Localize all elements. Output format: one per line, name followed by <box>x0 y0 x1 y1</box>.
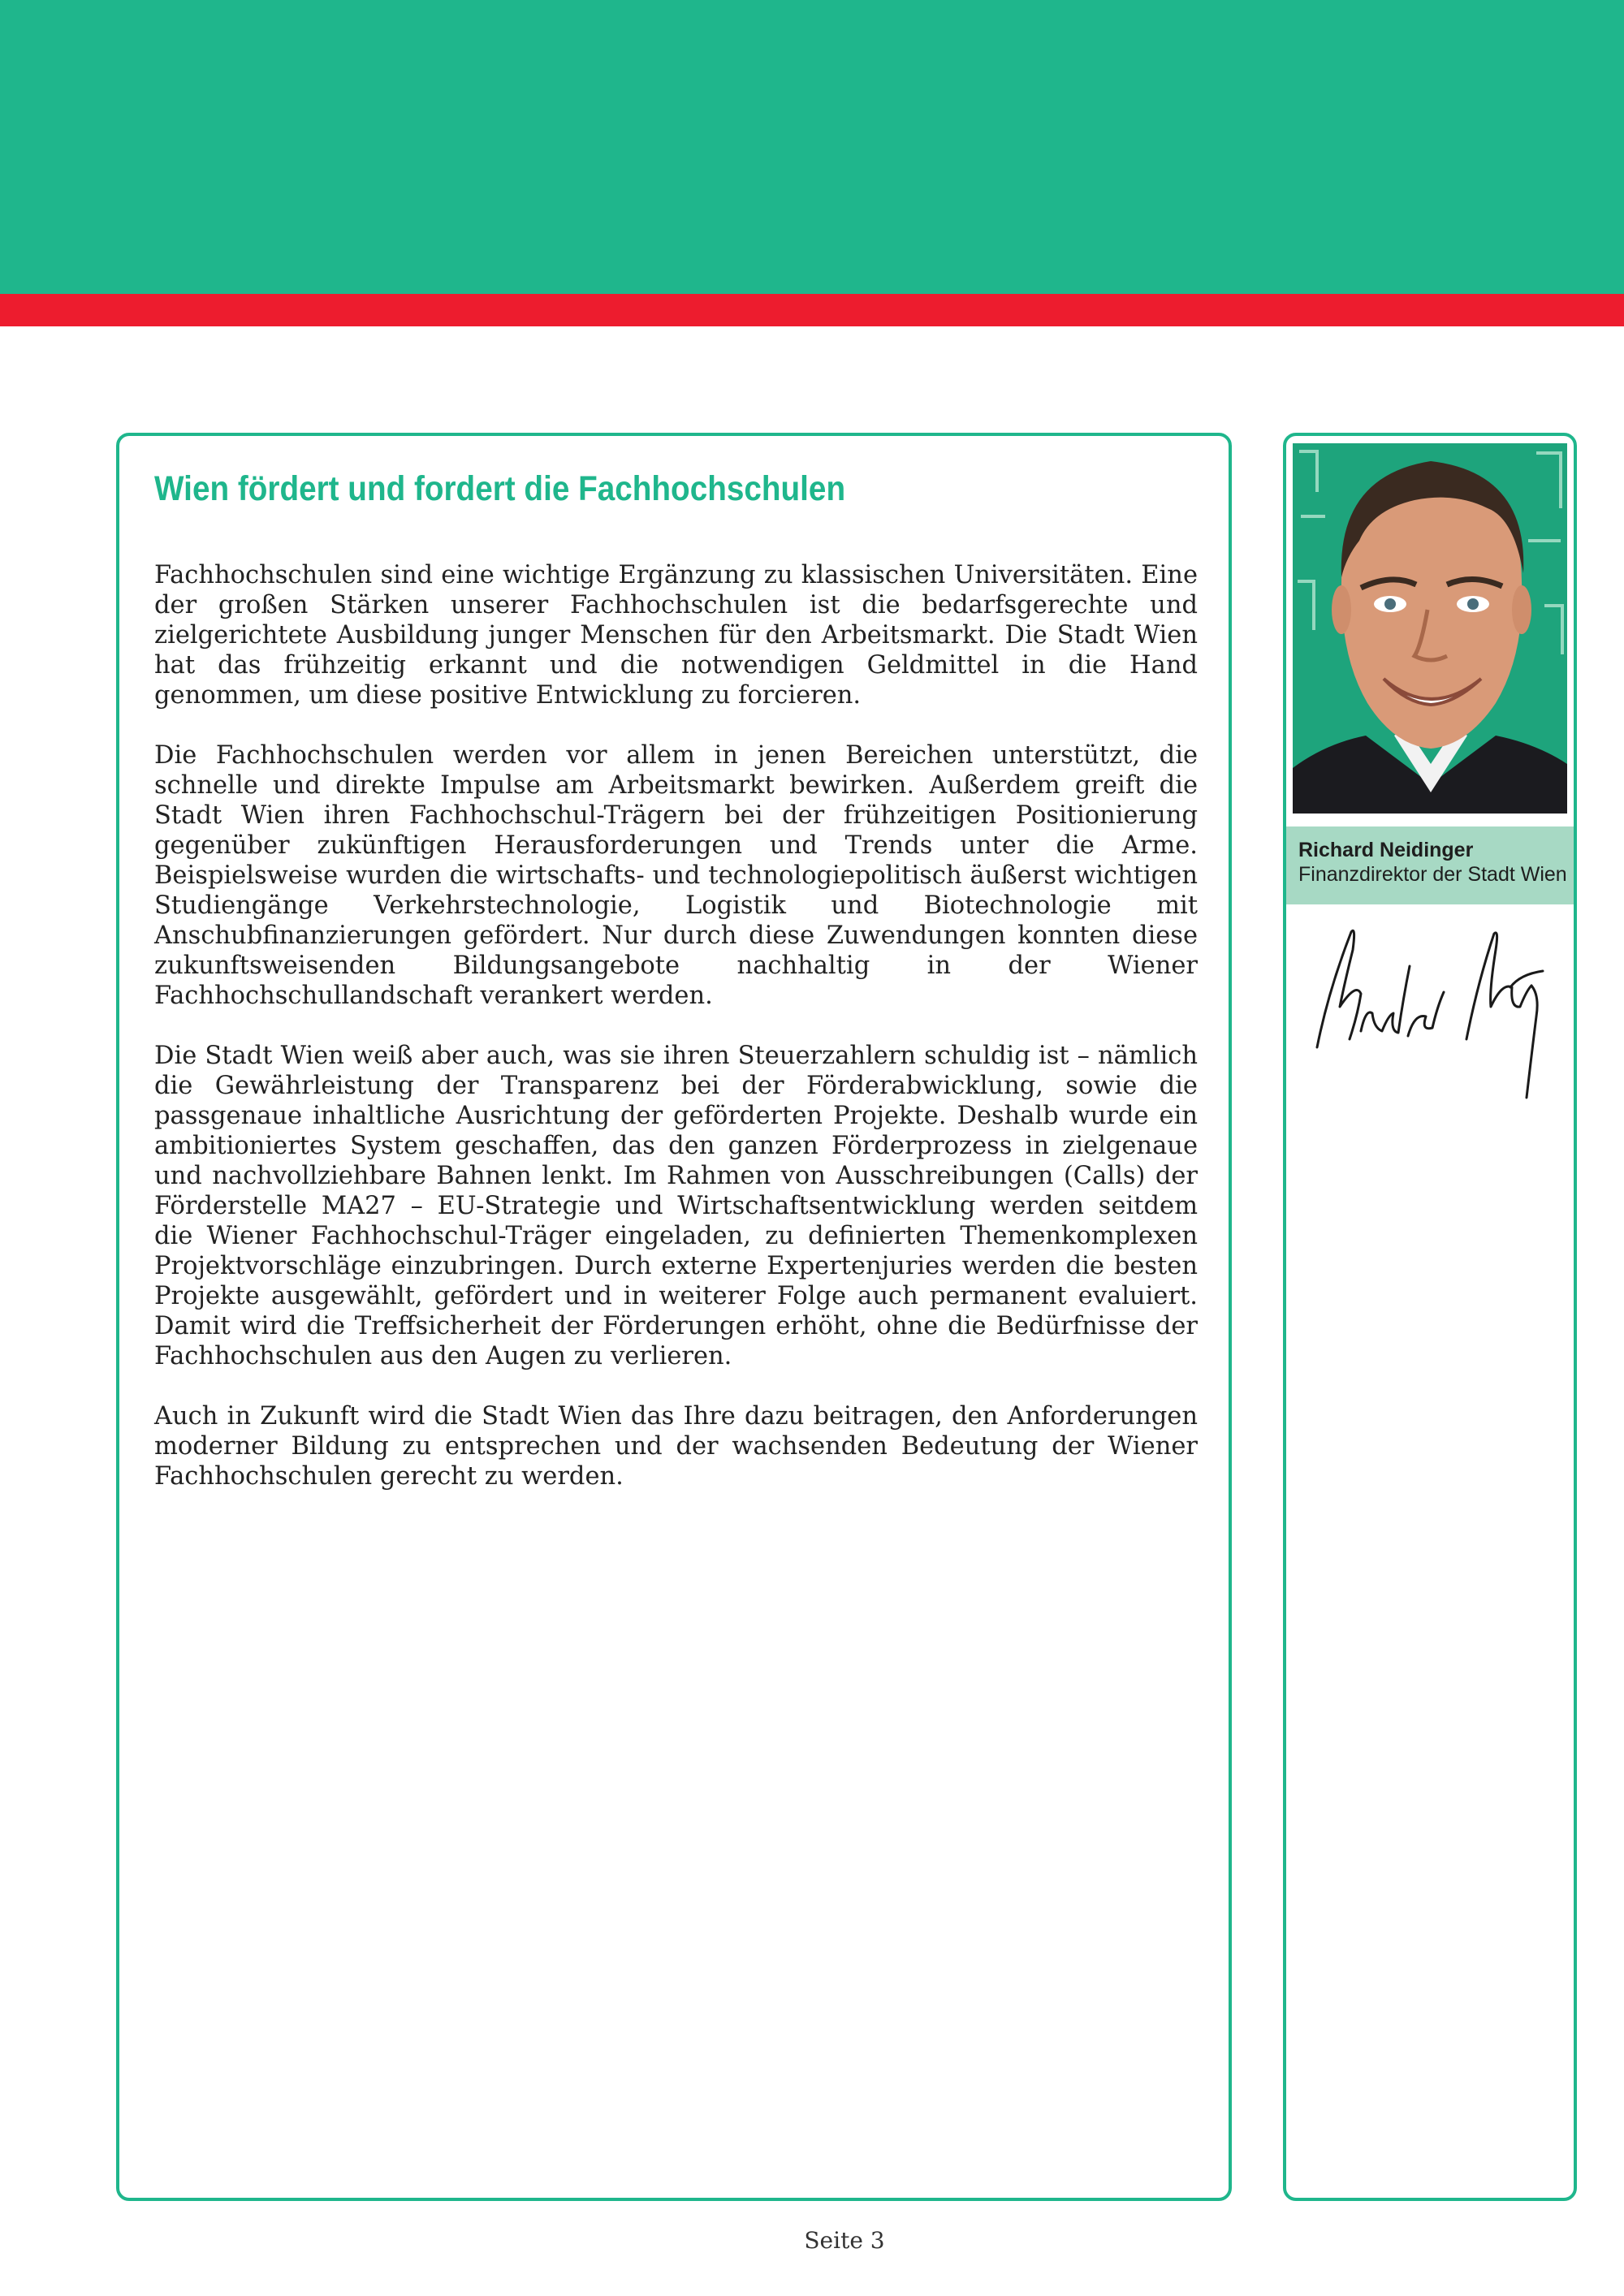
header-band <box>0 0 1624 294</box>
portrait-illustration <box>1293 443 1567 814</box>
paragraph-4: Auch in Zukunft wird die Stadt Wien das Ihre dazu beitragen, den Anforderungen moderner Bildung zu entsprechen und der wachsenden Bedeutung der Wiener Fachhochschulen gerecht zu werden. <box>154 1402 1198 1491</box>
portrait-caption <box>1286 826 1574 904</box>
person-name: Richard Neidinger <box>1298 839 1474 861</box>
portrait-photo <box>1293 443 1567 814</box>
paragraph-1: Fachhochschulen sind eine wichtige Ergänzung zu klassischen Universitäten. Eine der großen Stärken unserer Fachhochschulen ist die bedarfsgerechte und zielgerichtete Ausbildung junger Menschen für den Arbeitsmarkt. Die Stadt Wien hat das frühzeitig erkannt und die notwendigen Geldmittel in die Hand genommen, um diese positive Entwicklung zu forcieren. <box>154 561 1198 710</box>
paragraph-2: Die Fachhochschulen werden vor allem in jenen Bereichen unterstützt, die schnelle und direkte Impulse am Arbeitsmarkt bewirken. Außerdem greift die Stadt Wien ihren Fachhochschul-Trägern bei der frühzeitigen Positionierung gegenüber zukünftigen Herausforderungen und Trends unter die Arme. Beispielsweise wurden die wirtschafts- und technologiepolitisch äußerst wichtigen Studiengänge Verkehrstechnologie, Logistik und Biotechnologie mit Anschubfinanzierungen gefördert. Nur durch diese Zuwendungen konnten diese zukunftsweisenden Bildungsangebote nachhaltig in der Wiener Fachhochschullandschaft verankert werden. <box>154 741 1198 1010</box>
article-body <box>154 560 1198 1521</box>
header-stripe <box>0 294 1624 326</box>
article-title: Wien fördert und fordert die Fachhochschulen <box>154 469 846 508</box>
page-number: Seite 3 <box>804 2227 885 2254</box>
paragraph-3: Die Stadt Wien weiß aber auch, was sie ihren Steuerzahlern schuldig ist – nämlich die Gewährleistung der Transparenz bei der Förderabwicklung, sowie die passgenaue inhaltliche Ausrichtung der geförderten Projekte. Deshalb wurde ein ambitioniertes System geschaffen, das den ganzen Förderprozess in zielgenaue und nachvollziehbare Bahnen lenkt. Im Rahmen von Ausschreibungen (Calls) der Förderstelle MA27 – EU-Strategie und Wirtschaftsentwicklung werden seitdem die Wiener Fachhochschul-Träger eingeladen, zu definierten Themenkomplexen Projektvorschläge einzubringen. Durch externe Expertenjuries werden die besten Projekte ausgewählt, gefördert und in weiterer Folge auch permanent evaluiert. Damit wird die Treffsicherheit der Förderungen erhöht, ohne die Bedürfnisse der Fachhochschulen aus den Augen zu verlieren. <box>154 1042 1198 1370</box>
person-role: Finanzdirektor der Stadt Wien <box>1298 863 1567 886</box>
handwritten-signature <box>1307 917 1559 1104</box>
